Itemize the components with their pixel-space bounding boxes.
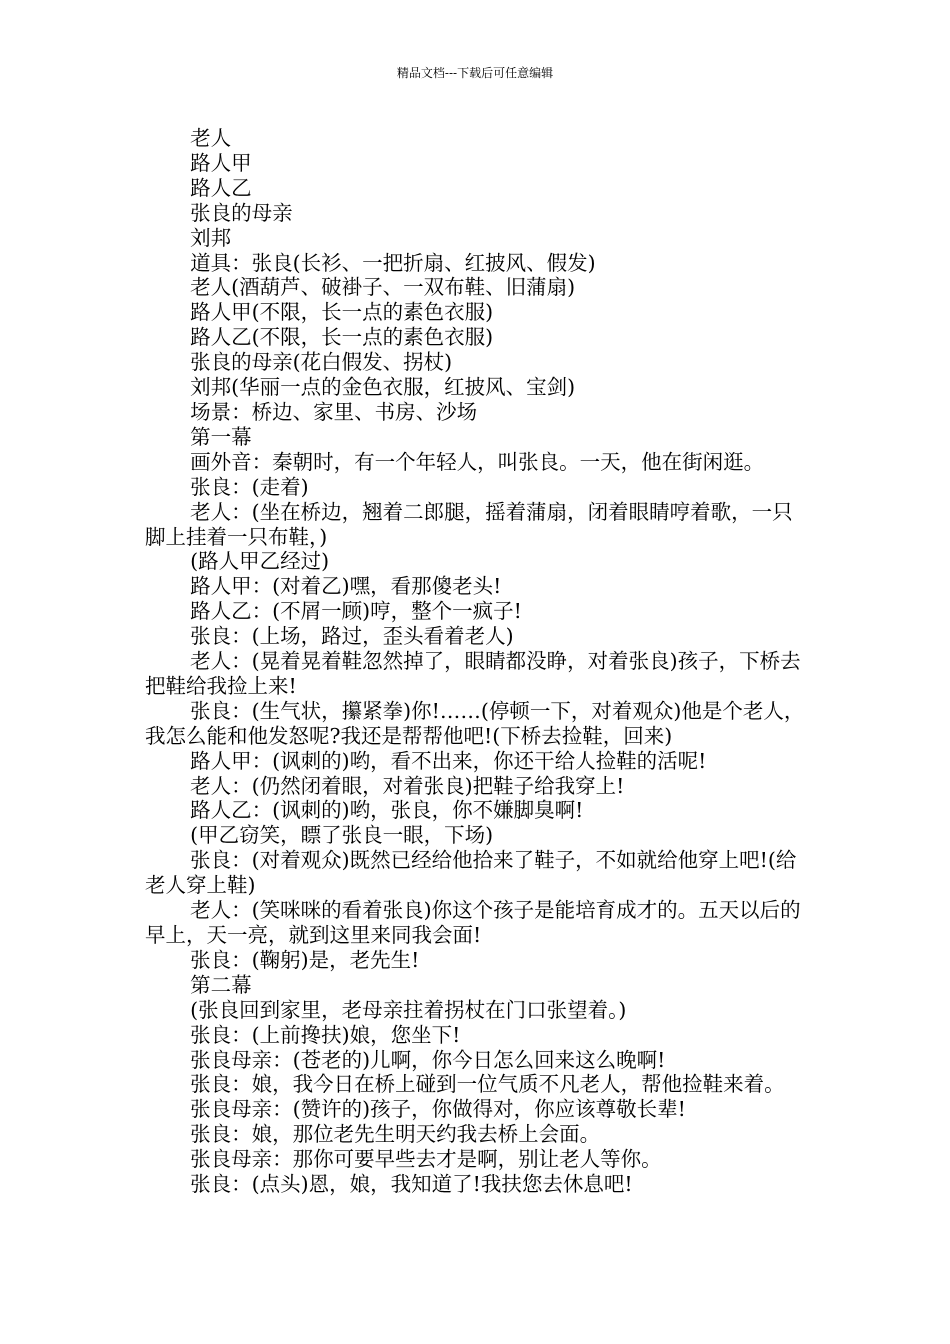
dialogue-line: 张良：娘，我今日在桥上碰到一位气质不凡老人，帮他捡鞋来着。 xyxy=(190,1072,785,1097)
dialogue-line: 张良：(上前搀扶)娘，您坐下! xyxy=(190,1022,461,1047)
dialogue-line: 老人：(晃着晃着鞋忽然掉了，眼睛都没睁，对着张良)孩子，下桥去把鞋给我捡上来! xyxy=(145,649,801,698)
dialogue-line: 张良母亲：(赞许的)孩子，你做得对，你应该尊敬长辈! xyxy=(190,1097,686,1122)
props-line: 张良的母亲(花白假发、拐杖) xyxy=(190,350,453,375)
scene-line: 场景：桥边、家里、书房、沙场 xyxy=(190,399,478,424)
dialogue-line: 张良：(点头)恩，娘，我知道了!我扶您去休息吧! xyxy=(190,1172,633,1197)
dialogue-line: 路人甲：(对着乙)嘿，看那傻老头! xyxy=(190,574,502,599)
dialogue-line: 张良：(走着) xyxy=(190,474,309,499)
script-line: 刘邦 xyxy=(190,225,232,250)
dialogue-line: 张良：(生气状，攥紧拳)你!……(停顿一下，对着观众)他是个老人，我怎么能和他发怒呢?我还是帮帮他吧!(下桥去捡鞋，回来) xyxy=(145,698,805,748)
script-line: 张良的母亲 xyxy=(190,200,293,225)
dialogue-line: 路人甲：(讽刺的)哟，看不出来，你还干给人捡鞋的活呢! xyxy=(190,748,707,773)
props-line: 路人乙(不限，长一点的素色衣服) xyxy=(190,325,494,350)
dialogue-line: 张良：娘，那位老先生明天约我去桥上会面。 xyxy=(190,1122,601,1147)
dialogue-line: 张良母亲：那你可要早些去才是啊，别让老人等你。 xyxy=(190,1147,662,1172)
props-line: 刘邦(华丽一点的金色衣服，红披风、宝剑) xyxy=(190,375,576,400)
act-heading: 第二幕 xyxy=(190,972,252,997)
act-heading: 第一幕 xyxy=(190,424,252,449)
dialogue-line: 路人乙：(讽刺的)哟，张良，你不嫌脚臭啊! xyxy=(190,798,584,823)
dialogue-line: 老人：(笑咪咪的看着张良)你这个孩子是能培育成才的。五天以后的早上，天一亮，就到这里来同我会面! xyxy=(145,898,801,947)
dialogue-line: 老人：(仍然闭着眼，对着张良)把鞋子给我穿上! xyxy=(190,773,625,798)
script-body xyxy=(145,126,810,1197)
props-line: 老人(酒葫芦、破褂子、一双布鞋、旧蒲扇) xyxy=(190,275,576,300)
dialogue-line: 张良：(鞠躬)是，老先生! xyxy=(190,947,420,972)
page-header: 精品文档---下载后可任意编辑 xyxy=(396,66,554,80)
stage-direction: (路人甲乙经过) xyxy=(190,549,330,574)
props-line: 路人甲(不限，长一点的素色衣服) xyxy=(190,300,494,325)
dialogue-line: 老人：(坐在桥边，翘着二郎腿，摇着蒲扇，闭着眼睛哼着歌，一只脚上挂着一只布鞋，) xyxy=(145,499,793,549)
script-line: 路人乙 xyxy=(190,175,252,200)
dialogue-line: 画外音：秦朝时，有一个年轻人，叫张良。一天，他在街闲逛。 xyxy=(190,449,765,474)
dialogue-line: 张良：(上场，路过，歪头看着老人) xyxy=(190,624,514,649)
dialogue-line: 张良：(对着观众)既然已经给他拾来了鞋子，不如就给他穿上吧!(给老人穿上鞋) xyxy=(145,848,797,898)
script-line: 路人甲 xyxy=(190,150,252,175)
props-line: 道具：张良(长衫、一把折扇、红披风、假发) xyxy=(190,250,596,275)
stage-direction: (甲乙窃笑，瞟了张良一眼，下场) xyxy=(190,823,494,848)
script-line: 老人 xyxy=(190,126,232,150)
dialogue-line: 路人乙：(不屑一顾)哼，整个一疯子! xyxy=(190,599,522,624)
stage-direction: (张良回到家里，老母亲拄着拐杖在门口张望着。) xyxy=(190,997,627,1022)
dialogue-line: 张良母亲：(苍老的)儿啊，你今日怎么回来这么晚啊! xyxy=(190,1047,666,1072)
